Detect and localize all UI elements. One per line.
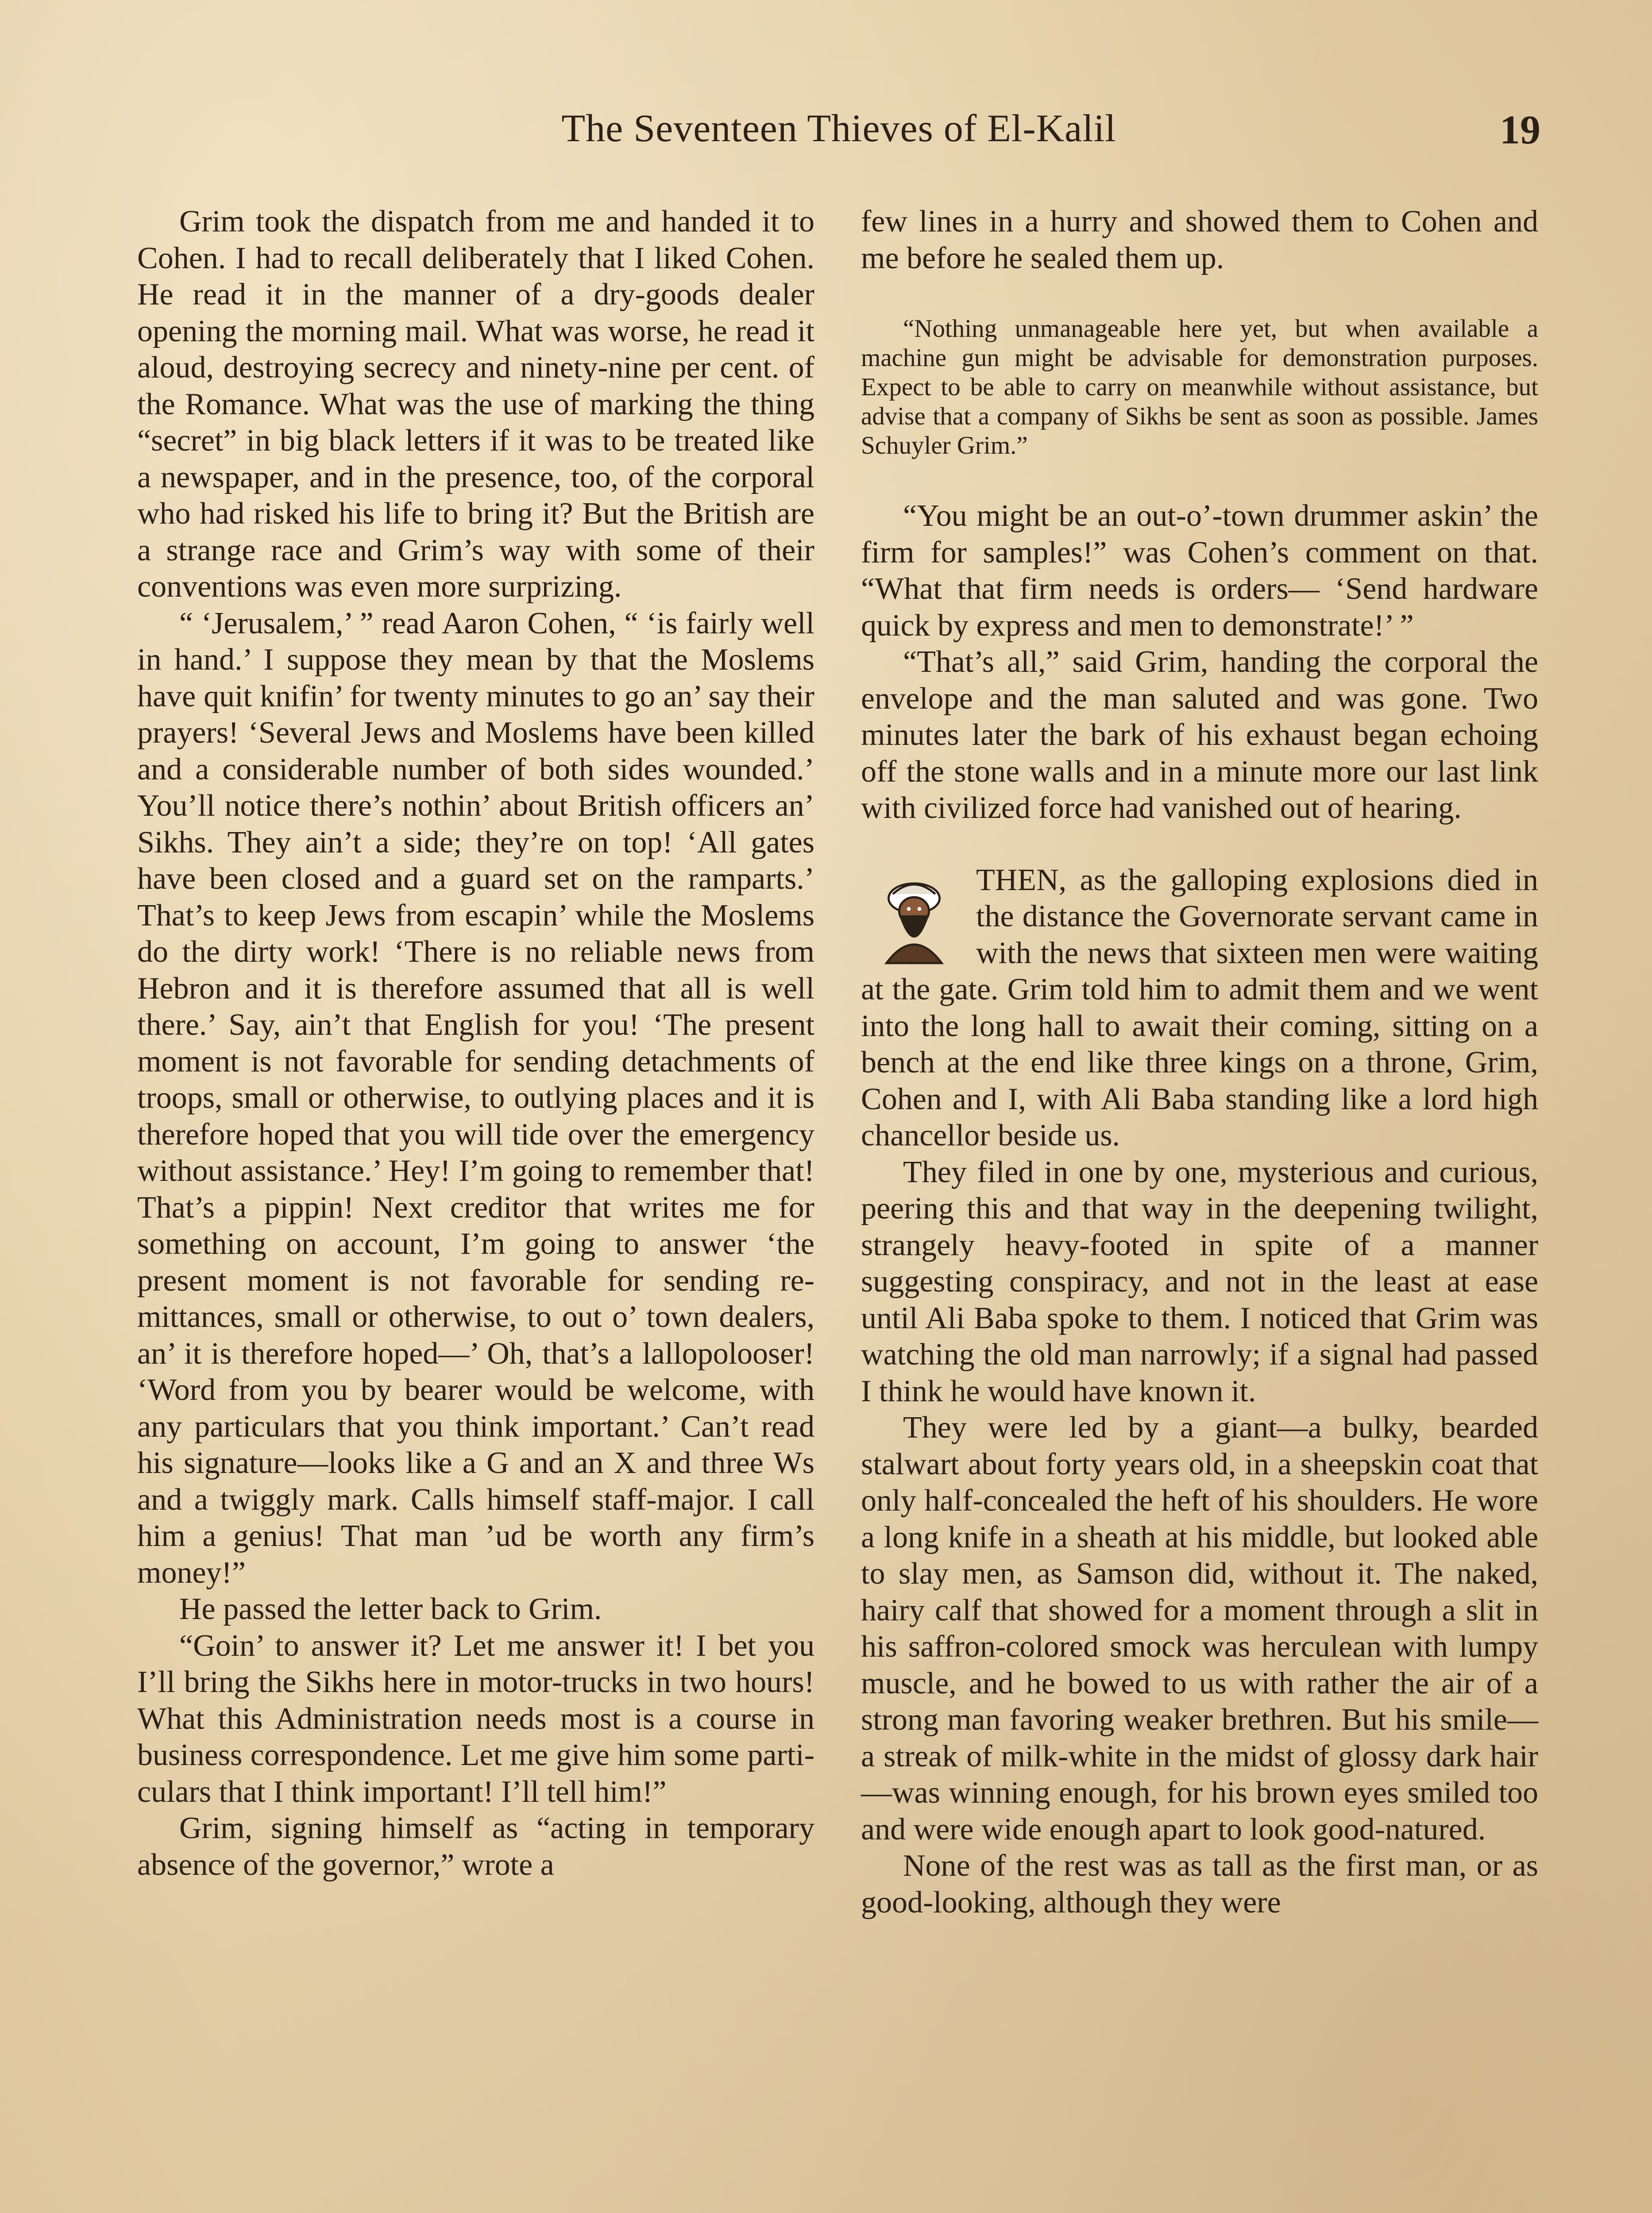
- dispatch-quote: “Nothing unmanageable here yet, but when available a machine gun might be advisable for demonstration purposes. Expect to be able to carry on meanwhile without assistance, but advise that a company of Sikhs be sent as soon as possible. James Schuyler Grim.”: [861, 315, 1538, 459]
- paragraph: They filed in one by one, mysterious and curious, peering this and that way in the deepening twilight, strangely heavy-footed in spite of a manner suggesting conspiracy, and not in the least at ease until Ali Baba spoke to them. I noticed that Grim was watching the old man narrowly; if a signal had passed I think he would have known it.: [861, 1155, 1538, 1408]
- paragraph: “Goin’ to answer it? Let me answer it! I bet you I’ll bring the Sikhs here in motor-trucks in two hours! What this Administration needs most is a course in business correspondence. Let me give him some particulars that I think important! I’ll tell him!”: [137, 1628, 814, 1809]
- paragraph: “That’s all,” said Grim, handing the corporal the envelope and the man saluted and was gone. Two minutes later the bark of his exhaust began echoing off the stone walls and in a minute more our last link with civilized force had vanished out of hearing.: [861, 645, 1538, 825]
- section-first-paragraph-text: as the galloping explosions died in the distance the Governorate servant came in with the news that sixteen men were waiting at the gate. Grim told him to admit them and we went into the long hall to await their coming, sitting on a bench at the end like three kings on a throne, Grim, Cohen and I, with Ali Baba standing like a lord high chancellor beside us.: [861, 863, 1538, 1153]
- page-number: 19: [1500, 107, 1540, 152]
- paragraph: They were led by a giant—a bulky, bearded stalwart about forty years old, in a sheepskin coat that only half-concealed the heft of his shoulders. He wore a long knife in a sheath at his middle, but looked able to slay men, as Samson did, without it. The naked, hairy calf that showed for a moment through a slit in his saffron-colored smock was herculean with lumpy muscle, and he bowed to us with rather the air of a strong man favoring weaker brethren. But his smile—a streak of milk-white in the midst of glossy dark hair—was winning enough, for his brown eyes smiled too and were wide enough apart to look good-natured.: [861, 1411, 1538, 1847]
- section-start-word: THEN,: [976, 863, 1067, 897]
- paragraph: Grim took the dispatch from me and handed it to Cohen. I had to recall deliberately that I liked Cohen. He read it in the manner of a dry-goods dealer opening the morning mail. What was worse, he read it aloud, destroying secrecy and ninety-nine per cent. of the Romance. What was the use of marking the thing “secret” in big black letters if it was to be treated like a newspaper, and in the presence, too, of the corporal who had risked his life to bring it? But the British are a strange race and Grim’s way with some of their conventions was even more surprizing.: [137, 204, 814, 604]
- paragraph-continuation: few lines in a hurry and showed them to Cohen and me before he sealed them up.: [861, 204, 1538, 275]
- paragraph: He passed the letter back to Grim.: [179, 1592, 602, 1626]
- paragraph: None of the rest was as tall as the first man, or as good-looking, although they were: [861, 1849, 1538, 1920]
- page-header: [137, 106, 1540, 173]
- left-column: [137, 204, 814, 1883]
- section-start: [861, 862, 1538, 1154]
- running-title: The Seventeen Thieves of El-Kalil: [561, 107, 1116, 150]
- paragraph: “You might be an out-o’-town drummer askin’ the firm for samples!” was Cohen’s comment on that. “What that firm needs is orders— ‘Send hardware quick by express and men to demonstrate!’ ”: [861, 499, 1538, 643]
- bearded-man-portrait-icon: [861, 862, 967, 968]
- paragraph: Grim, signing himself as “acting in temporary absence of the governor,” wrote a: [137, 1811, 814, 1882]
- paragraph: “ ‘Jerusalem,’ ” read Aaron Cohen, “ ‘is fairly well in hand.’ I suppose they mean by that the Moslems have quit knifin’ for twenty minutes to go an’ say their prayers! ‘Several Jews and Moslems have been killed and a considerable number of both sides wounded.’ You’ll notice there’s nothin’ about British officers an’ Sikhs. They ain’t a side; they’re on top! ‘All gates have been closed and a guard set on the ramparts.’ That’s to keep Jews from escapin’ while the Moslems do the dirty work! ‘There is no reliable news from Hebron and it is therefore assumed that all is well there.’ Say, ain’t that English for you! ‘The present moment is not favorable for sending detachments of troops, small or otherwise, to outlying places and it is therefore hoped that you will tide over the emergency without assistance.’ Hey! I’m going to remember that! That’s a pippin! Next creditor that writes me for something on account, I’m going to answer ‘the present moment is not favorable for sending remittances, small or otherwise, to out o’ town dealers, an’ it is therefore hoped—’ Oh, that’s a lallopolooser! ‘Word from you by bearer would be welcome, with any particulars that you think important.’ Can’t read his signature—looks like a G and an X and three Ws and a twiggly mark. Calls himself staff-major. I call him a genius! That man ’ud be worth any firm’s money!”: [137, 606, 814, 1590]
- right-column: [861, 204, 1538, 1921]
